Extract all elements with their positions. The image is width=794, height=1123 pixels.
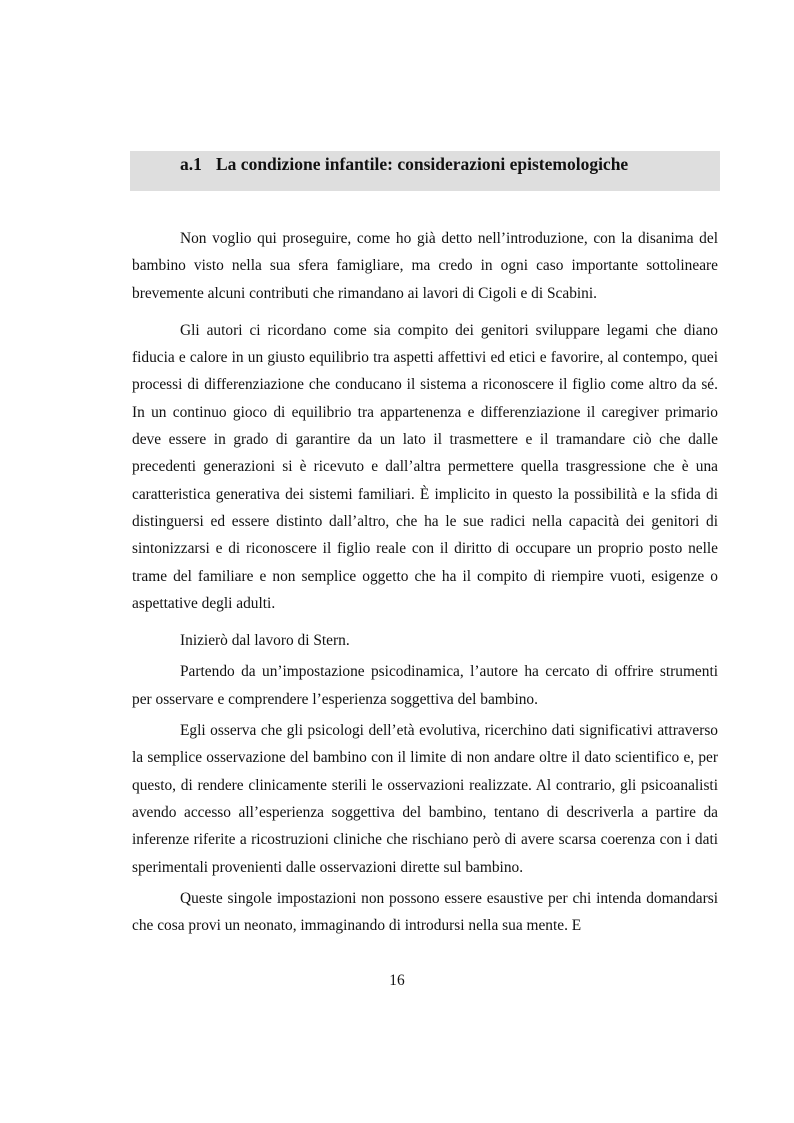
section-heading bbox=[180, 151, 628, 192]
paragraph-psychodynamic: Partendo da un’impostazione psicodinamica, l’autore ha cercato di offrire strumenti per osservare e comprendere l’esperienza soggettiva del bambino. bbox=[132, 663, 718, 708]
paragraph-intro: Non voglio qui proseguire, come ho già detto nell’introduzione, con la disanima del bambino visto nella sua sfera famigliare, ma credo in ogni caso importante sottolineare brevemente alcuni contributi che rimandano ai lavori di Cigoli e di Scabini. bbox=[132, 230, 718, 302]
paragraph-stern-intro: Inizierò dal lavoro di Stern. bbox=[180, 632, 350, 650]
body-text bbox=[132, 225, 718, 939]
section-title: La condizione infantile: considerazioni epistemologiche bbox=[216, 154, 629, 174]
paragraph-observation: Egli osserva che gli psicologi dell’età evolutiva, ricerchino dati significativi attraverso la semplice osservazione del bambino con il limite di non andare oltre il dato scientifico e, per questo, di rendere clinicamente sterili le osservazioni realizzate. Al contrario, gli psicoanalisti avendo accesso all’esperienza soggettiva del bambino, tentano di descriverla a partire da inferenze riferite a ricostruzioni cliniche che rischiano però di avere scarsa coerenza con i dati sperimentali provenienti dalle osservazioni dirette sul bambino. bbox=[132, 722, 718, 876]
paragraph-authors: Gli autori ci ricordano come sia compito dei genitori sviluppare legami che diano fiducia e calore in un giusto equilibrio tra aspetti affettivi ed etici e favorire, al contempo, quei processi di differenziazione che conducano il sistema a riconoscere il figlio come altro da sé. In un continuo gioco di equilibrio tra appartenenza e differenziazione il caregiver primario deve essere in grado di garantire da un lato il trasmettere e il tramandare ciò che dalle precedenti generazioni si è ricevuto e dall’altra permettere quella trasgressione che è una caratteristica generativa dei sistemi familiari. È implicito in questo la possibilità e la sfida di distinguersi ed essere distinto dall’altro, che ha le sue radici nella capacità dei genitori di sintonizzarsi e di riconoscere il figlio reale con il diritto di occupare un proprio posto nelle trame del familiare e non semplice oggetto che ha il compito di riempire vuoti, esigenze o aspettative degli adulti. bbox=[132, 321, 718, 612]
page-number: 16 bbox=[389, 972, 405, 989]
section-number: a.1 bbox=[180, 154, 202, 174]
section-heading-bar bbox=[130, 151, 720, 191]
paragraph-approaches: Queste singole impostazioni non possono essere esaustive per chi intenda domandarsi che cosa provi un neonato, immaginando di introdursi nella sua mente. E bbox=[132, 889, 718, 935]
